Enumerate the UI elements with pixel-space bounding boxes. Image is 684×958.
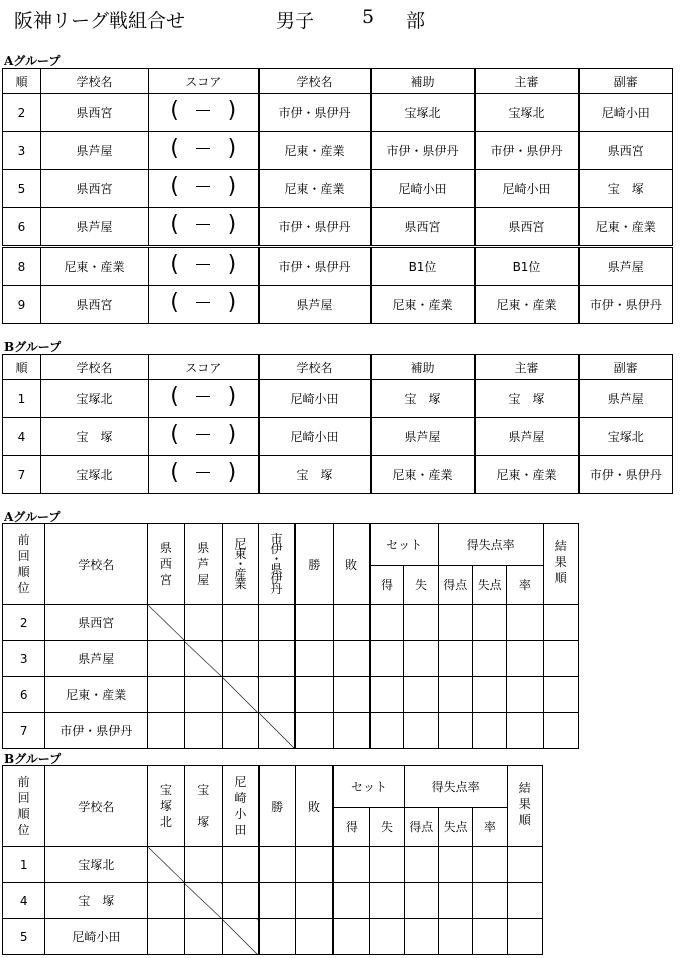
school-name: 尼崎小田 bbox=[45, 919, 148, 955]
table-row bbox=[3, 132, 673, 170]
team-right: 尼東・産業 bbox=[259, 132, 371, 170]
points-against-cell[interactable] bbox=[438, 919, 472, 955]
auxiliary-referee: 宝塚北 bbox=[371, 94, 475, 132]
team-right: 市伊・県伊丹 bbox=[259, 94, 371, 132]
score-box[interactable] bbox=[168, 420, 238, 450]
deputy-referee: 県芦屋 bbox=[579, 380, 673, 418]
table-row bbox=[3, 883, 543, 919]
team-left: 宝塚北 bbox=[41, 380, 149, 418]
deputy-referee: 宝 塚 bbox=[579, 170, 673, 208]
schedule-header-cell: 学校名 bbox=[41, 355, 149, 380]
schedule-header-cell: スコア bbox=[149, 355, 259, 380]
win-cell[interactable] bbox=[295, 677, 333, 713]
auxiliary-referee: 尼東・産業 bbox=[371, 456, 475, 494]
title-number: 5 bbox=[362, 6, 375, 28]
subheader-set-win: 得 bbox=[370, 565, 404, 605]
bracket-left: ( bbox=[170, 174, 179, 199]
result-rank-cell[interactable] bbox=[543, 677, 578, 713]
team-left: 尼東・産業 bbox=[41, 247, 149, 286]
score-box[interactable] bbox=[168, 382, 238, 412]
match-result-cell[interactable] bbox=[259, 677, 295, 713]
chief-referee: 尼崎小田 bbox=[475, 170, 579, 208]
team-left: 県西宮 bbox=[41, 94, 149, 132]
self-match-cell bbox=[222, 677, 258, 713]
schedule-header-cell: 学校名 bbox=[259, 355, 371, 380]
table-row bbox=[3, 418, 673, 456]
set-loss-cell[interactable] bbox=[404, 641, 438, 677]
bracket-right: ) bbox=[227, 136, 237, 161]
loss-cell[interactable] bbox=[333, 677, 369, 713]
score-separator bbox=[196, 472, 210, 473]
set-win-cell[interactable] bbox=[370, 713, 404, 749]
header-result: 結 果 順 bbox=[507, 766, 542, 847]
group-b-label: Bグループ bbox=[4, 340, 62, 354]
rate-cell[interactable] bbox=[507, 713, 543, 749]
header-set: セット bbox=[333, 766, 404, 808]
group-b-result-label: Bグループ bbox=[4, 752, 62, 766]
score-cell bbox=[149, 456, 259, 494]
schedule-header-cell: 補助 bbox=[371, 355, 475, 380]
win-cell[interactable] bbox=[295, 713, 333, 749]
subheader-set-loss: 失 bbox=[404, 565, 438, 605]
deputy-referee: 市伊・県伊丹 bbox=[579, 286, 673, 324]
score-separator bbox=[196, 110, 210, 111]
schedule-header-cell: 副審 bbox=[579, 355, 673, 380]
set-win-cell[interactable] bbox=[333, 919, 369, 955]
bracket-left: ( bbox=[170, 384, 179, 409]
match-order: 8 bbox=[3, 247, 41, 286]
subheader-rate: 率 bbox=[507, 565, 543, 605]
loss-cell[interactable] bbox=[333, 605, 369, 641]
schedule-header-cell: 順 bbox=[3, 355, 41, 380]
prev-rank: 5 bbox=[3, 919, 45, 955]
prev-rank: 6 bbox=[3, 677, 45, 713]
match-result-cell[interactable] bbox=[222, 713, 258, 749]
loss-cell[interactable] bbox=[295, 919, 333, 955]
match-order: 6 bbox=[3, 208, 41, 247]
match-order: 3 bbox=[3, 132, 41, 170]
result-rank-cell[interactable] bbox=[543, 605, 578, 641]
header-opponent: 市 伊 ・ 県 伊 丹 bbox=[259, 524, 295, 605]
score-box[interactable] bbox=[168, 210, 238, 240]
self-match-cell bbox=[184, 641, 222, 677]
loss-cell[interactable] bbox=[295, 847, 333, 883]
deputy-referee: 宝塚北 bbox=[579, 418, 673, 456]
schedule-header-cell: 補助 bbox=[371, 69, 475, 94]
rate-cell[interactable] bbox=[473, 883, 507, 919]
school-name: 宝塚北 bbox=[45, 847, 148, 883]
self-match-cell bbox=[222, 919, 258, 955]
team-right: 市伊・県伊丹 bbox=[259, 247, 371, 286]
team-left: 県西宮 bbox=[41, 170, 149, 208]
bracket-right: ) bbox=[227, 290, 237, 315]
match-order: 1 bbox=[3, 380, 41, 418]
score-separator bbox=[196, 186, 210, 187]
score-box[interactable] bbox=[168, 134, 238, 164]
bracket-right: ) bbox=[227, 460, 237, 485]
points-for-cell[interactable] bbox=[438, 605, 472, 641]
bracket-right: ) bbox=[227, 252, 237, 277]
set-loss-cell[interactable] bbox=[404, 677, 438, 713]
schedule-header-cell: 学校名 bbox=[259, 69, 371, 94]
match-result-cell[interactable] bbox=[148, 677, 184, 713]
set-win-cell[interactable] bbox=[333, 847, 369, 883]
schedule-header-cell: 主審 bbox=[475, 355, 579, 380]
auxiliary-referee: 市伊・県伊丹 bbox=[371, 132, 475, 170]
points-against-cell[interactable] bbox=[472, 605, 506, 641]
score-separator bbox=[196, 434, 210, 435]
chief-referee: 宝 塚 bbox=[475, 380, 579, 418]
score-separator bbox=[196, 302, 210, 303]
auxiliary-referee: 尼東・産業 bbox=[371, 286, 475, 324]
prev-rank: 4 bbox=[3, 883, 45, 919]
chief-referee: 宝塚北 bbox=[475, 94, 579, 132]
prev-rank: 3 bbox=[3, 641, 45, 677]
set-loss-cell[interactable] bbox=[370, 847, 404, 883]
header-win: 勝 bbox=[295, 524, 333, 605]
header-ratio: 得失点率 bbox=[438, 524, 543, 566]
bracket-left: ( bbox=[170, 460, 179, 485]
score-separator bbox=[196, 224, 210, 225]
score-separator bbox=[196, 148, 210, 149]
subheader-pts-for: 得点 bbox=[438, 565, 472, 605]
deputy-referee: 県芦屋 bbox=[579, 247, 673, 286]
table-row bbox=[3, 847, 543, 883]
score-box[interactable] bbox=[168, 288, 238, 318]
deputy-referee: 尼崎小田 bbox=[579, 94, 673, 132]
header-loss: 敗 bbox=[295, 766, 333, 847]
title-main: 阪神リーグ戦組合せ bbox=[14, 10, 186, 32]
win-cell[interactable] bbox=[259, 847, 295, 883]
score-box[interactable] bbox=[168, 458, 238, 488]
header-opponent: 尼 崎 小 田 bbox=[222, 766, 258, 847]
team-right: 宝 塚 bbox=[259, 456, 371, 494]
set-loss-cell[interactable] bbox=[370, 883, 404, 919]
loss-cell[interactable] bbox=[295, 883, 333, 919]
score-box[interactable] bbox=[168, 96, 238, 126]
school-name: 宝 塚 bbox=[45, 883, 148, 919]
result-rank-cell[interactable] bbox=[543, 713, 578, 749]
chief-referee: 県西宮 bbox=[475, 208, 579, 247]
score-cell bbox=[149, 380, 259, 418]
match-result-cell[interactable] bbox=[184, 919, 222, 955]
result-header-row bbox=[3, 766, 543, 808]
team-left: 県芦屋 bbox=[41, 132, 149, 170]
set-loss-cell[interactable] bbox=[404, 605, 438, 641]
schedule-header-row bbox=[3, 69, 673, 94]
bracket-right: ) bbox=[227, 174, 237, 199]
set-win-cell[interactable] bbox=[370, 605, 404, 641]
bracket-right: ) bbox=[227, 384, 237, 409]
school-name: 尼東・産業 bbox=[45, 677, 148, 713]
group-a-label: Aグループ bbox=[4, 54, 61, 68]
points-for-cell[interactable] bbox=[404, 847, 438, 883]
bracket-left: ( bbox=[170, 422, 179, 447]
team-left: 県芦屋 bbox=[41, 208, 149, 247]
subheader-set-loss: 失 bbox=[370, 807, 404, 847]
points-for-cell[interactable] bbox=[404, 883, 438, 919]
score-separator bbox=[196, 396, 210, 397]
points-for-cell[interactable] bbox=[438, 641, 472, 677]
bracket-right: ) bbox=[227, 212, 237, 237]
team-left: 宝塚北 bbox=[41, 456, 149, 494]
bracket-left: ( bbox=[170, 290, 179, 315]
auxiliary-referee: B1位 bbox=[371, 247, 475, 286]
chief-referee: 尼東・産業 bbox=[475, 286, 579, 324]
points-against-cell[interactable] bbox=[438, 847, 472, 883]
set-win-cell[interactable] bbox=[370, 641, 404, 677]
subheader-pts-for: 得点 bbox=[404, 807, 438, 847]
header-opponent: 県 西 宮 bbox=[148, 524, 184, 605]
subheader-pts-against: 失点 bbox=[438, 807, 472, 847]
match-result-cell[interactable] bbox=[148, 641, 184, 677]
win-cell[interactable] bbox=[259, 919, 295, 955]
result-rank-cell[interactable] bbox=[507, 847, 542, 883]
score-box[interactable] bbox=[168, 250, 238, 280]
bracket-left: ( bbox=[170, 252, 179, 277]
team-right: 尼崎小田 bbox=[259, 380, 371, 418]
header-set: セット bbox=[370, 524, 439, 566]
match-result-cell[interactable] bbox=[148, 919, 184, 955]
school-name: 県芦屋 bbox=[45, 641, 148, 677]
auxiliary-referee: 宝 塚 bbox=[371, 380, 475, 418]
subheader-set-win: 得 bbox=[333, 807, 369, 847]
score-box[interactable] bbox=[168, 172, 238, 202]
schedule-header-row bbox=[3, 355, 673, 380]
school-name: 県西宮 bbox=[45, 605, 148, 641]
deputy-referee: 県西宮 bbox=[579, 132, 673, 170]
header-school: 学校名 bbox=[45, 524, 148, 605]
match-result-cell[interactable] bbox=[259, 605, 295, 641]
rate-cell[interactable] bbox=[507, 605, 543, 641]
schedule-table-b bbox=[2, 354, 673, 494]
prev-rank: 1 bbox=[3, 847, 45, 883]
points-against-cell[interactable] bbox=[472, 677, 506, 713]
result-rank-cell[interactable] bbox=[507, 883, 542, 919]
loss-cell[interactable] bbox=[333, 641, 369, 677]
team-right: 尼東・産業 bbox=[259, 170, 371, 208]
header-prev-rank: 前 回 順 位 bbox=[3, 766, 45, 847]
match-order: 4 bbox=[3, 418, 41, 456]
match-result-cell[interactable] bbox=[148, 713, 184, 749]
schedule-header-cell: スコア bbox=[149, 69, 259, 94]
match-result-cell[interactable] bbox=[222, 847, 258, 883]
header-opponent: 宝 塚 bbox=[184, 766, 222, 847]
bracket-left: ( bbox=[170, 98, 179, 123]
match-order: 5 bbox=[3, 170, 41, 208]
team-right: 尼崎小田 bbox=[259, 418, 371, 456]
header-loss: 敗 bbox=[333, 524, 369, 605]
score-cell bbox=[149, 286, 259, 324]
deputy-referee: 市伊・県伊丹 bbox=[579, 456, 673, 494]
school-name: 市伊・県伊丹 bbox=[45, 713, 148, 749]
self-match-cell bbox=[148, 605, 184, 641]
deputy-referee: 尼東・産業 bbox=[579, 208, 673, 247]
table-row bbox=[3, 641, 579, 677]
header-opponent: 県 芦 屋 bbox=[184, 524, 222, 605]
match-order: 9 bbox=[3, 286, 41, 324]
match-order: 2 bbox=[3, 94, 41, 132]
team-left: 宝 塚 bbox=[41, 418, 149, 456]
chief-referee: 県芦屋 bbox=[475, 418, 579, 456]
points-for-cell[interactable] bbox=[438, 677, 472, 713]
schedule-header-cell: 主審 bbox=[475, 69, 579, 94]
result-table-a bbox=[2, 523, 579, 749]
match-order: 7 bbox=[3, 456, 41, 494]
table-row bbox=[3, 247, 673, 286]
chief-referee: B1位 bbox=[475, 247, 579, 286]
table-row bbox=[3, 677, 579, 713]
header-opponent: 宝 塚 北 bbox=[148, 766, 184, 847]
match-result-cell[interactable] bbox=[148, 883, 184, 919]
match-result-cell[interactable] bbox=[184, 847, 222, 883]
result-table-b bbox=[2, 765, 543, 955]
points-against-cell[interactable] bbox=[472, 713, 506, 749]
score-cell bbox=[149, 208, 259, 247]
team-right: 市伊・県伊丹 bbox=[259, 208, 371, 247]
auxiliary-referee: 県芦屋 bbox=[371, 418, 475, 456]
result-rank-cell[interactable] bbox=[543, 641, 578, 677]
result-rank-cell[interactable] bbox=[507, 919, 542, 955]
header-result: 結 果 順 bbox=[543, 524, 578, 605]
self-match-cell bbox=[259, 713, 295, 749]
self-match-cell bbox=[184, 883, 222, 919]
schedule-header-cell: 学校名 bbox=[41, 69, 149, 94]
set-loss-cell[interactable] bbox=[370, 919, 404, 955]
points-against-cell[interactable] bbox=[438, 883, 472, 919]
score-separator bbox=[196, 264, 210, 265]
subheader-pts-against: 失点 bbox=[472, 565, 506, 605]
header-win: 勝 bbox=[259, 766, 295, 847]
auxiliary-referee: 県西宮 bbox=[371, 208, 475, 247]
table-row bbox=[3, 208, 673, 247]
bracket-right: ) bbox=[227, 98, 237, 123]
set-win-cell[interactable] bbox=[370, 677, 404, 713]
rate-cell[interactable] bbox=[507, 641, 543, 677]
set-win-cell[interactable] bbox=[333, 883, 369, 919]
win-cell[interactable] bbox=[259, 883, 295, 919]
win-cell[interactable] bbox=[295, 605, 333, 641]
chief-referee: 市伊・県伊丹 bbox=[475, 132, 579, 170]
group-a-result-label: Aグループ bbox=[4, 510, 61, 524]
chief-referee: 尼東・産業 bbox=[475, 456, 579, 494]
table-row bbox=[3, 605, 579, 641]
team-right: 県芦屋 bbox=[259, 286, 371, 324]
schedule-table-a bbox=[2, 68, 673, 324]
score-cell bbox=[149, 247, 259, 286]
result-header-row bbox=[3, 524, 579, 566]
subheader-rate: 率 bbox=[473, 807, 507, 847]
bracket-right: ) bbox=[227, 422, 237, 447]
table-row bbox=[3, 380, 673, 418]
match-result-cell[interactable] bbox=[184, 677, 222, 713]
match-result-cell[interactable] bbox=[184, 713, 222, 749]
header-ratio: 得失点率 bbox=[404, 766, 507, 808]
table-row bbox=[3, 94, 673, 132]
table-row bbox=[3, 919, 543, 955]
header-school: 学校名 bbox=[45, 766, 148, 847]
rate-cell[interactable] bbox=[473, 847, 507, 883]
table-row bbox=[3, 456, 673, 494]
header-prev-rank: 前 回 順 位 bbox=[3, 524, 45, 605]
table-row bbox=[3, 713, 579, 749]
schedule-header-cell: 順 bbox=[3, 69, 41, 94]
match-result-cell[interactable] bbox=[222, 605, 258, 641]
match-result-cell[interactable] bbox=[222, 883, 258, 919]
title-division: 部 bbox=[406, 10, 426, 32]
bracket-left: ( bbox=[170, 212, 179, 237]
score-cell bbox=[149, 94, 259, 132]
score-cell bbox=[149, 170, 259, 208]
loss-cell[interactable] bbox=[333, 713, 369, 749]
match-result-cell[interactable] bbox=[184, 605, 222, 641]
schedule-header-cell: 副審 bbox=[579, 69, 673, 94]
rate-cell[interactable] bbox=[507, 677, 543, 713]
rate-cell[interactable] bbox=[473, 919, 507, 955]
set-loss-cell[interactable] bbox=[404, 713, 438, 749]
win-cell[interactable] bbox=[295, 641, 333, 677]
points-for-cell[interactable] bbox=[404, 919, 438, 955]
prev-rank: 7 bbox=[3, 713, 45, 749]
prev-rank: 2 bbox=[3, 605, 45, 641]
auxiliary-referee: 尼崎小田 bbox=[371, 170, 475, 208]
self-match-cell bbox=[148, 847, 184, 883]
team-left: 県西宮 bbox=[41, 286, 149, 324]
header-opponent: 尼 東 ・ 産 業 bbox=[222, 524, 258, 605]
table-row bbox=[3, 170, 673, 208]
bracket-left: ( bbox=[170, 136, 179, 161]
score-cell bbox=[149, 132, 259, 170]
table-row bbox=[3, 286, 673, 324]
points-against-cell[interactable] bbox=[472, 641, 506, 677]
score-cell bbox=[149, 418, 259, 456]
match-result-cell[interactable] bbox=[259, 641, 295, 677]
points-for-cell[interactable] bbox=[438, 713, 472, 749]
title-gender: 男子 bbox=[276, 10, 315, 32]
match-result-cell[interactable] bbox=[222, 641, 258, 677]
